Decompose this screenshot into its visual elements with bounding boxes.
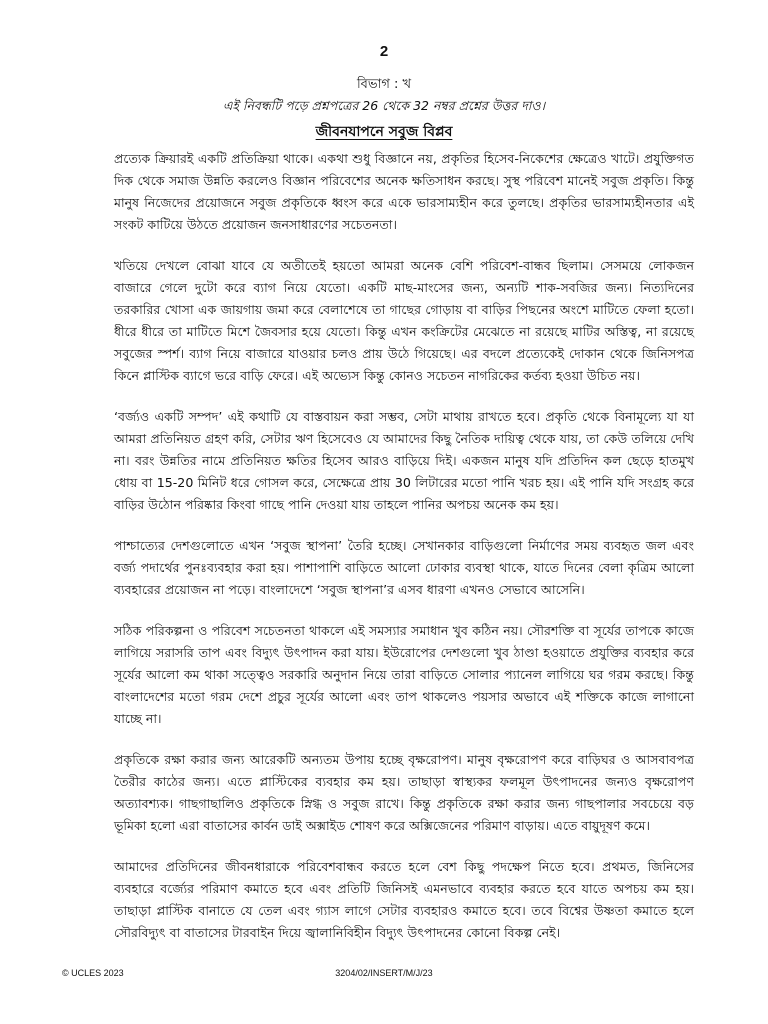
article-title [0,120,768,144]
footer-paper-code: 3204/02/INSERT/M/J/23 [335,968,433,978]
paragraph-4: পাশ্চাত্যের দেশগুলোতে এখন ‘সবুজ স্থাপনা’ তৈরি হচ্ছে। সেখানকার বাড়িগুলো নির্মাণের সময় ব্যবহৃত জল এবং বর্জ্য পদার্থের পুনঃব্যবহার করা হয়। পাশাপাশি বাড়িতে আলো ঢোকার ব্যবস্থা থাকে, যাতে দিনের বেলা কৃত্রিম আলো ব্যবহারের প্রয়োজন না পড়ে। বাংলাদেশে ‘সবুজ স্থাপনা’র এসব ধারণা এখনও সেভাবে আসেনি। [114,538,694,597]
footer-copyright: © UCLES 2023 [62,968,124,978]
paragraph-2: খতিয়ে দেখলে বোঝা যাবে যে অতীতেই হয়তো আমরা অনেক বেশি পরিবেশ-বান্ধব ছিলাম। সেসময়ে লোকজন বাজারে গেলে দুটো করে ব্যাগ নিয়ে যেতো। একটি মাছ-মাংসের জন্য, অন্যটি শাক-সবজির জন্য। নিত্যদিনের তরকারির খোসা এক জায়গায় জমা করে বেলাশেষে তা গাছের গোড়ায় বা বাড়ির পিছনের অংশে মাটিতে ফেলা হতো। ধীরে ধীরে তা মাটিতে মিশে জৈবসার হয়ে যেতো। কিন্তু এখন কংক্রিটের মেঝেতে না রয়েছে মাটির অস্তিত্ব, না রয়েছে সবুজের স্পর্শ। ব্যাগ নিয়ে বাজারে যাওয়ার চলও প্রায় উঠে গিয়েছে। এর বদলে প্রত্যেকেই দোকান থেকে জিনিসপত্র কিনে প্লাস্টিক ব্যাগে ভরে বাড়ি ফেরে। এই অভ্যেস কিন্তু কোনও সচেতন নাগরিকের কর্তব্য হওয়া উচিত নয়। [114,258,694,383]
section-heading: বিভাগ : খ [356,77,412,92]
instruction-line: এই নিবন্ধটি পড়ে প্রশ্নপত্রের 26 থেকে 32 নম্বর প্রশ্নের উত্তর দাও। [222,98,546,113]
paragraph-1: প্রত্যেক ক্রিয়ারই একটি প্রতিক্রিয়া থাকে। একথা শুধু বিজ্ঞানে নয়, প্রকৃতির হিসেব-নিকেশের ক্ষেত্রেও খাটে। প্রযুক্তিগত দিক থেকে সমাজ উন্নতি করলেও বিজ্ঞান পরিবেশের অনেক ক্ষতিসাধন করছে। সুস্থ পরিবেশ মানেই সবুজ প্রকৃতি। কিন্তু মানুষ নিজেদের প্রয়োজনে সবুজ প্রকৃতিকে ধ্বংস করে একে ভারসাম্যহীন করে তুলছে। প্রকৃতির ভারসাম্যহীনতার এই সংকট কাটিয়ে উঠতে প্রয়োজন জনসাধারণের সচেতনতা। [114,151,694,232]
paragraph-3: ‘বর্জ্যও একটি সম্পদ’ এই কথাটি যে বাস্তবায়ন করা সম্ভব, সেটা মাথায় রাখতে হবে। প্রকৃতি থেকে বিনামূল্যে যা যা আমরা প্রতিনিয়ত গ্রহণ করি, সেটার ঋণ হিসেবেও যে আমাদের কিছু নৈতিক দায়িত্ব থেকে যায়, তা কেউ তলিয়ে দেখি না। বরং উন্নতির নামে প্রতিনিয়ত ক্ষতির হিসেব আরও বাড়িয়ে দিই। একজন মানুষ যদি প্রতিদিন কল ছেড়ে হাতমুখ ধোয় বা 15-20 মিনিট ধরে গোসল করে, সেক্ষেত্রে প্রায় 30 লিটারের মতো পানি খরচ হয়। এই পানি যদি সংগ্রহ করে বাড়ির উঠোন পরিষ্কার কিংবা গাছে পানি দেওয়া যায় তাহলে পানির অপচয় অনেক কম হয়। [114,409,694,512]
page-number: 2 [379,43,389,60]
article-title-text: জীবনযাপনে সবুজ বিপ্লব [315,124,453,140]
paragraph-5: সঠিক পরিকল্পনা ও পরিবেশ সচেতনতা থাকলে এই সমস্যার সমাধান খুব কঠিন নয়। সৌরশক্তি বা সূর্যের তাপকে কাজে লাগিয়ে সরাসরি তাপ এবং বিদ্যুৎ উৎপাদন করা যায়। ইউরোপের দেশগুলো খুব ঠাণ্ডা হওয়াতে প্রযুক্তির ব্যবহার করে সূর্যের আলো কম থাকা সত্ত্বেও সরকারি অনুদান নিয়ে তারা বাড়িতে সোলার প্যানেল লাগিয়ে ঘর গরম করছে। কিন্তু বাংলাদেশের মতো গরম দেশে প্রচুর সূর্যের আলো এবং তাপ থাকলেও পয়সার অভাবে এই শক্তিকে কাজে লাগানো যাচ্ছে না। [114,623,694,726]
article-body [114,148,694,963]
paragraph-7: আমাদের প্রতিদিনের জীবনধারাকে পরিবেশবান্ধব করতে হলে বেশ কিছু পদক্ষেপ নিতে হবে। প্রথমত, জিনিসের ব্যবহারে বর্জ্যের পরিমাণ কমাতে হবে এবং প্রতিটি জিনিসই এমনভাবে ব্যবহার করতে হবে যাতে অপচয় কম হয়। তাছাড়া প্লাস্টিক বানাতে যে তেল এবং গ্যাস লাগে সেটার ব্যবহারও কমাতে হবে। তবে বিশ্বের উষ্ণতা কমাতে হলে সৌরবিদ্যুৎ বা বাতাসের টারবাইন দিয়ে জ্বালানিবিহীন বিদ্যুৎ উৎপাদনের কোনো বিকল্প নেই। [114,859,694,940]
paragraph-6: প্রকৃতিকে রক্ষা করার জন্য আরেকটি অন্যতম উপায় হচ্ছে বৃক্ষরোপণ। মানুষ বৃক্ষরোপণ করে বাড়িঘর ও আসবাবপত্র তৈরীর কাঠের জন্য। এতে প্লাস্টিকের ব্যবহার কম হয়। তাছাড়া স্বাস্থ্যকর ফলমূল উৎপাদনের জন্যও বৃক্ষরোপণ অত্যাবশ্যক। গাছগাছালিও প্রকৃতিকে স্নিগ্ধ ও সবুজ রাখে। কিন্তু প্রকৃতিকে রক্ষা করার জন্য গাছপালার সবচেয়ে বড় ভূমিকা হলো এরা বাতাসের কার্বন ডাই অক্সাইড শোষণ করে অক্সিজেনের পরিমাণ বাড়ায়। এতে বায়ুদূষণ কমে। [114,752,694,833]
